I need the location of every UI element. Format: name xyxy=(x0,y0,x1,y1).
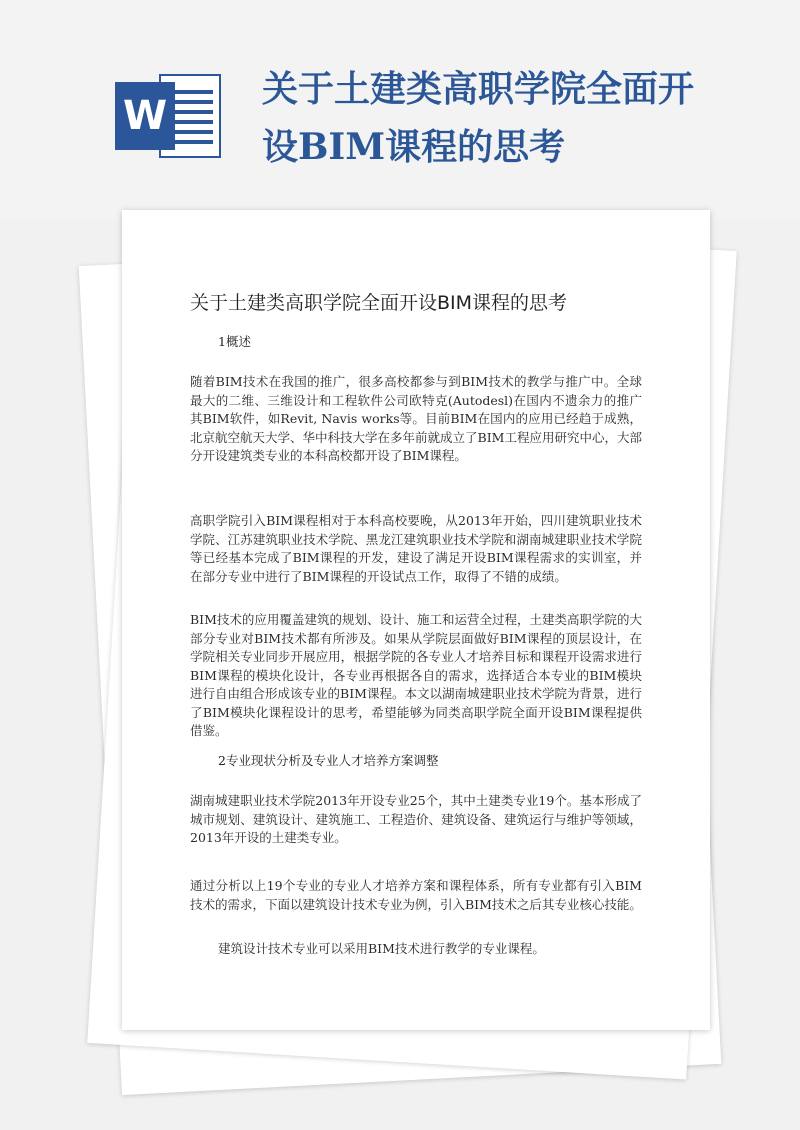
header-title: 关于土建类高职学院全面开设BIM课程的思考 xyxy=(262,68,695,168)
document-page xyxy=(122,210,710,1030)
doc-line xyxy=(173,90,213,94)
section-heading: 1概述 xyxy=(218,334,251,349)
doc-line xyxy=(173,100,213,104)
section-heading: 2专业现状分析及专业人才培养方案调整 xyxy=(218,753,439,768)
doc-line xyxy=(173,140,213,144)
body-paragraph: 高职学院引入BIM课程相对于本科高校要晚，从2013年开始，四川建筑职业技术学院、江苏建筑职业技术学院、黑龙江建筑职业技术学院和湖南城建职业技术学院等已经基本完成了BIM课程的开发，建设了满足开设BIM课程需求的实训室，并在部分专业中进行了BIM课程的开设试点工作，取得了不错的成绩。 xyxy=(190,513,642,584)
word-document-icon xyxy=(115,68,223,164)
doc-line xyxy=(173,120,213,124)
doc-line xyxy=(173,110,213,114)
body-paragraph: 建筑设计技术专业可以采用BIM技术进行教学的专业课程。 xyxy=(218,941,545,956)
word-w-badge: W xyxy=(115,82,175,150)
body-paragraph: 湖南城建职业技术学院2013年开设专业25个，其中土建类专业19个。基本形成了城市规划、建筑设计、建筑施工、工程造价、建筑设备、建筑运行与维护等领域，2013年开设的土建类专业。 xyxy=(190,793,642,845)
body-paragraph: 通过分析以上19个专业的专业人才培养方案和课程体系，所有专业都有引入BIM技术的需求，下面以建筑设计技术专业为例，引入BIM技术之后其专业核心技能。 xyxy=(190,878,642,912)
body-paragraph: BIM技术的应用覆盖建筑的规划、设计、施工和运营全过程，土建类高职学院的大部分专业对BIM技术都有所涉及。如果从学院层面做好BIM课程的顶层设计，在学院相关专业同步开展应用，根据学院的各专业人才培养目标和课程开设需求进行BIM课程的模块化设计，各专业再根据各自的需求，选择适合本专业的BIM模块进行自由组合形成该专业的BIM课程。本文以湖南城建职业技术学院为背景，进行了BIM模块化课程设计的思考，希望能够为同类高职学院全面开设BIM课程提供借鉴。 xyxy=(190,612,642,738)
document-title: 关于土建类高职学院全面开设BIM课程的思考 xyxy=(190,292,568,314)
doc-line xyxy=(173,130,213,134)
body-paragraph: 随着BIM技术在我国的推广，很多高校都参与到BIM技术的教学与推广中。全球最大的二维、三维设计和工程软件公司欧特克(Autodesl)在国内不遗余力的推广其BIM软件，如Revit, Navis works等。目前BIM在国内的应用已经趋于成熟，北京航空航天大学、华中科技大学在多年前就成立了BIM工程应用研究中心，大部分开设建筑类专业的本科高校都开设了BIM课程。 xyxy=(190,374,642,463)
